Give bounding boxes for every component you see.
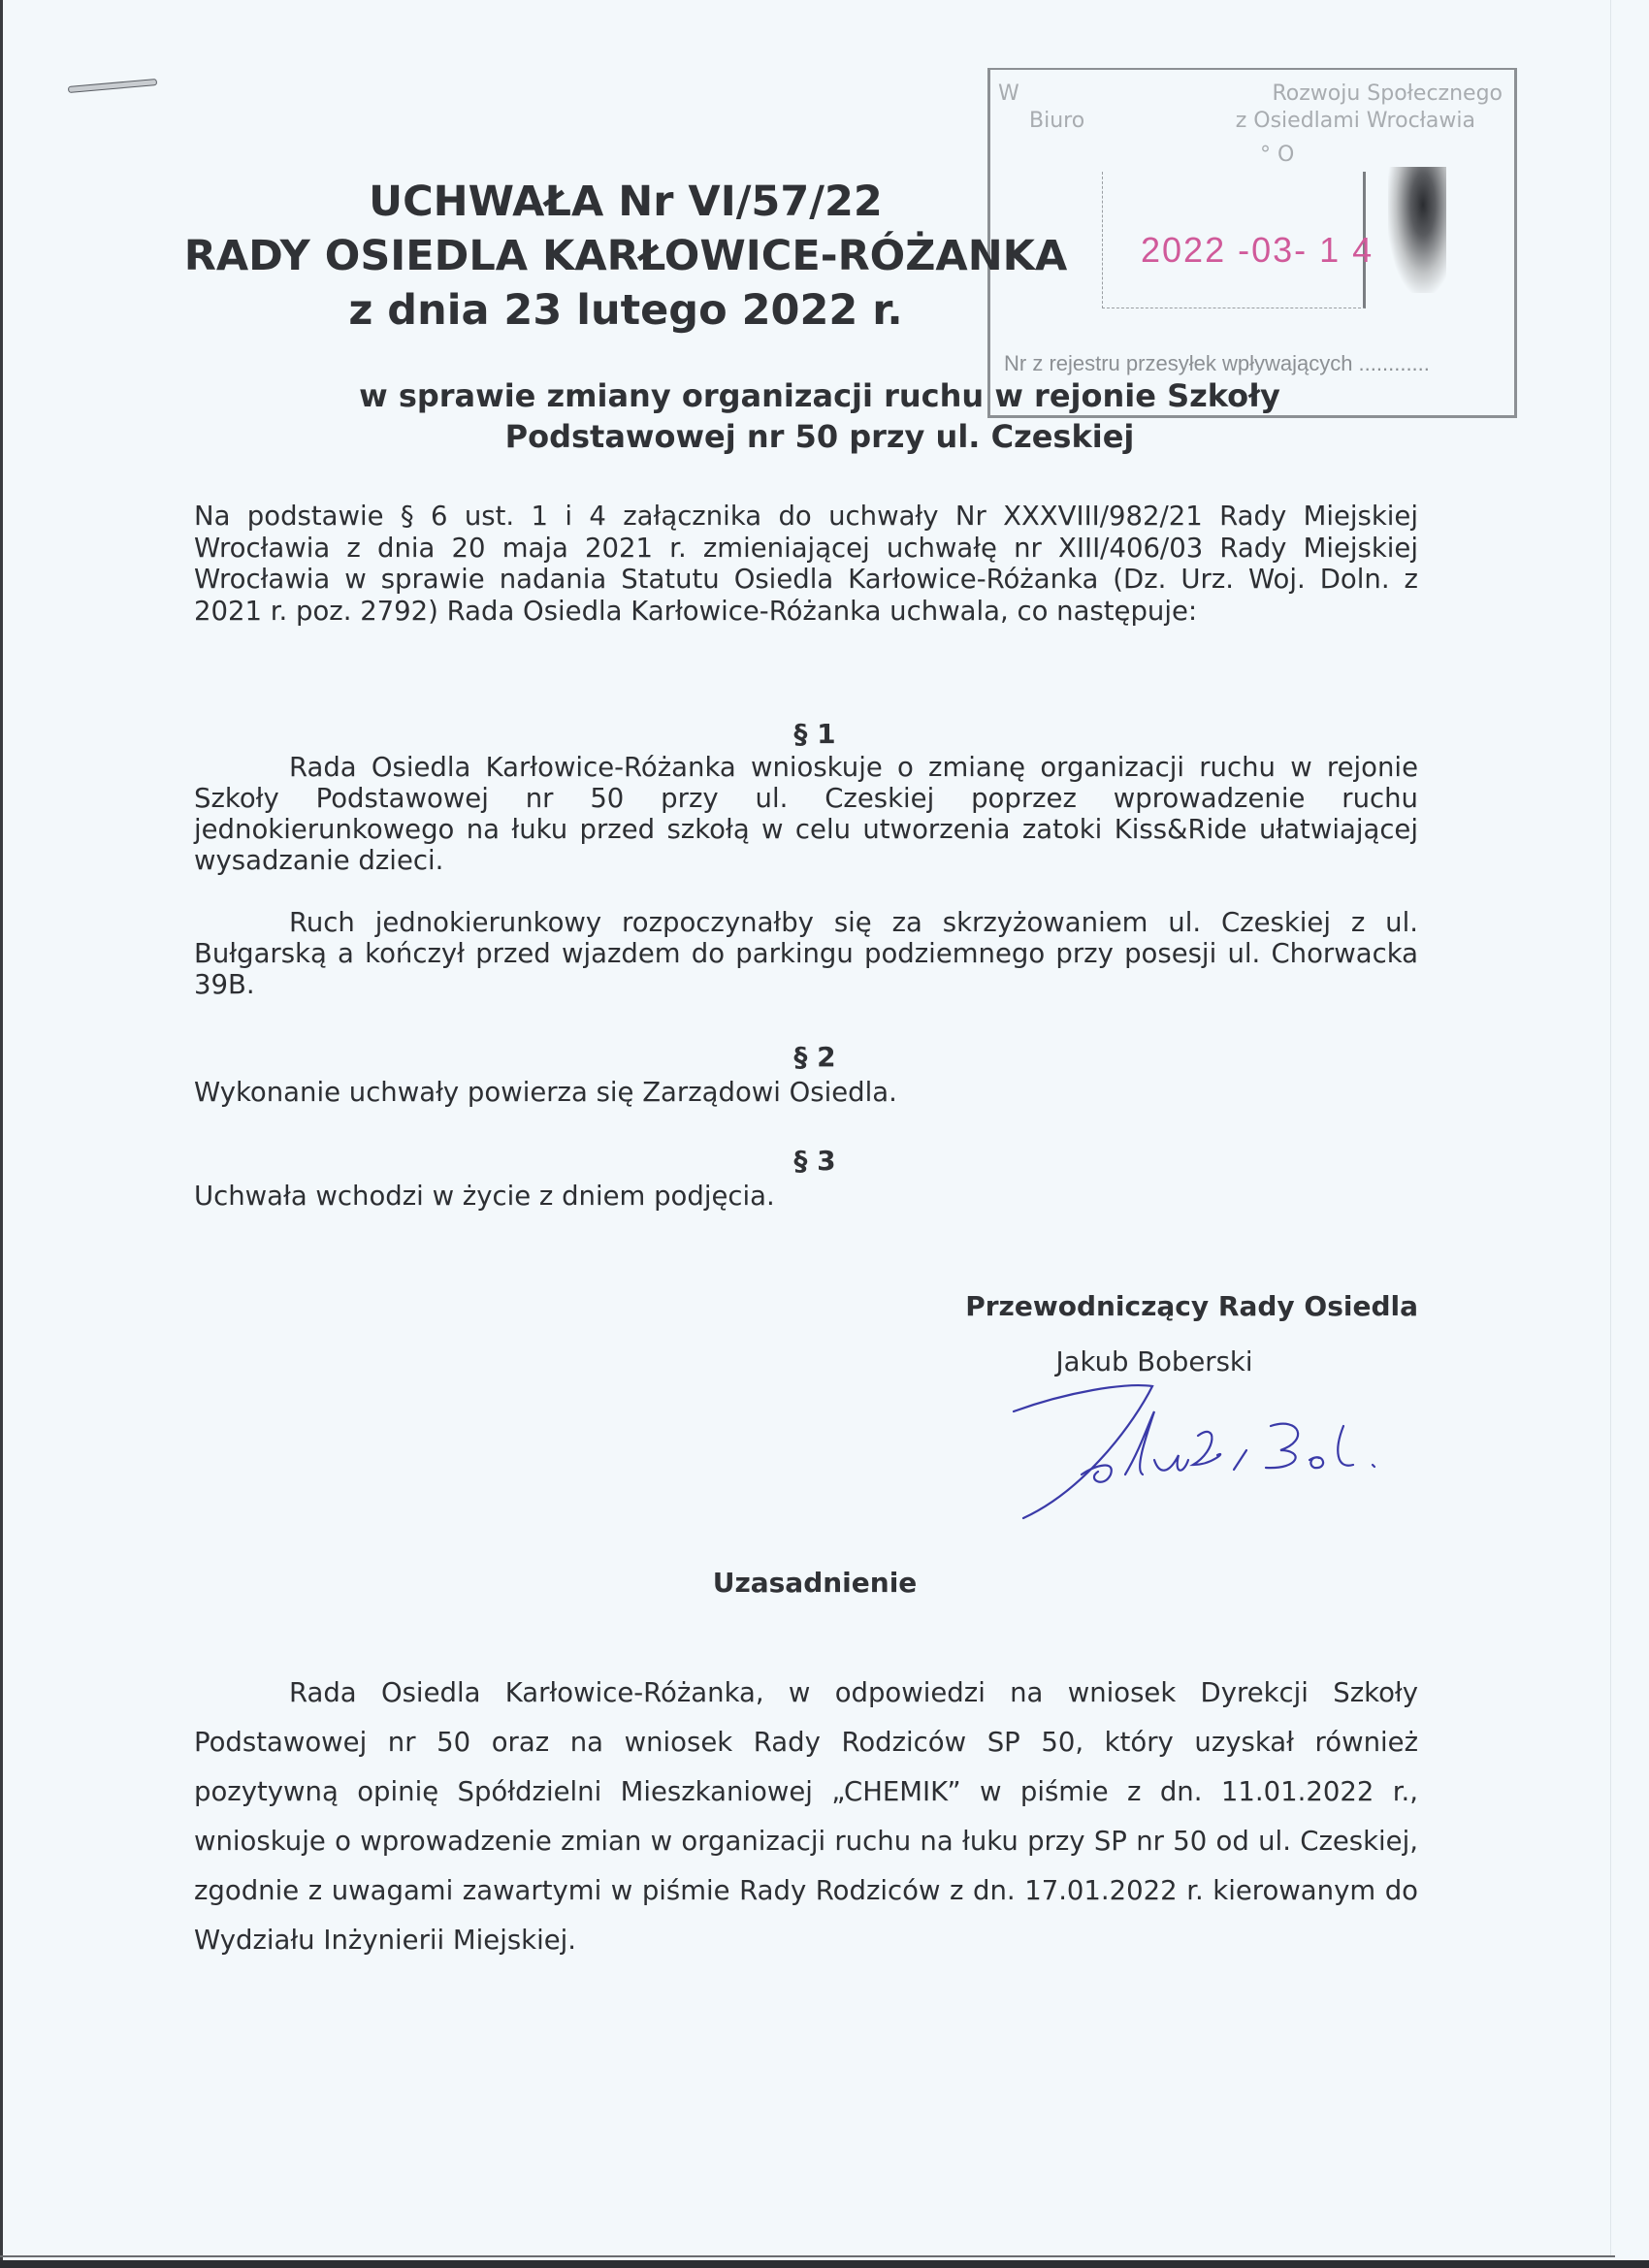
justification-text: Rada Osiedla Karłowice-Różanka, w odpowiedzi na wniosek Dyrekcji Szkoły Podstawowej nr 50 oraz na wniosek Rady Rodziców SP 50, który uzyskał również pozytywną opinię Spółdzielni Mieszkaniowej „CHEMIK” w piśmie z dn. 11.01.2022 r., wnioskuje o wprowadzenie zmian w organizacji ruchu na łuku przy SP nr 50 od ul. Czeskiej, zgodnie z uwagami zawartymi w piśmie Rady Rodziców z dn. 17.01.2022 r. kierowanym do Wydziału Inżynierii Miejskiej. (194, 1677, 1418, 1956)
resolution-subject-line-2: Podstawowej nr 50 przy ul. Czeskiej (504, 418, 1135, 455)
section-1-heading: § 1 (793, 718, 836, 750)
staple-mark (68, 79, 157, 93)
stamp-line-2-left: Biuro (1029, 109, 1085, 133)
scan-edge-right (1610, 0, 1611, 2255)
preamble: Na podstawie § 6 ust. 1 i 4 załącznika do uchwały Nr XXXVIII/982/21 Rady Miejskiej Wrocławia z dnia 20 maja 2021 r. zmieniającej uchwałę nr XIII/406/03 Rady Miejskiej Wrocławia w sprawie nadania Statutu Osiedla Karłowice-Różanka (Dz. Urz. Woj. Doln. z 2021 r. poz. 2792) Rada Osiedla Karłowice-Różanka uchwala, co następuje: (194, 501, 1418, 627)
scan-edge-bottom (0, 2260, 1649, 2268)
signer-name: Jakub Boberski (1055, 1346, 1253, 1377)
section-1-paragraph-1: Rada Osiedla Karłowice-Różanka wnioskuje o zmianę organizacji ruchu w rejonie Szkoły Podstawowej nr 50 przy ul. Czeskiej poprzez wprowadzenie ruchu jednokierunkowego na łuku przed szkołą w celu utworzenia zatoki Kiss&Ride ułatwiającej wysadzanie dzieci. (194, 752, 1418, 876)
resolution-subject-line-1: w sprawie zmiany organizacji ruchu w rejonie Szkoły (359, 377, 1280, 414)
section-2-heading: § 2 (793, 1041, 836, 1073)
stamp-line-1-right: Rozwoju Społecznego (1272, 81, 1503, 106)
stamp-received-date: 2022 -03- 1 4 (1141, 230, 1374, 270)
stamp-line-2-right: z Osiedlami Wrocławia (1235, 109, 1475, 133)
section-3-paragraph: Uchwała wchodzi w życie z dniem podjęcia. (194, 1181, 775, 1212)
resolution-council: RADY OSIEDLA KARŁOWICE-RÓŻANKA (183, 232, 1068, 280)
handwritten-signature (989, 1382, 1397, 1528)
scan-edge-bottom-line (0, 2255, 1615, 2257)
resolution-date: z dnia 23 lutego 2022 r. (348, 286, 903, 335)
signer-title: Przewodniczący Rady Osiedla (965, 1290, 1418, 1322)
scan-edge-left (0, 0, 3, 2268)
section-2-paragraph: Wykonanie uchwały powierza się Zarządowi Osiedla. (194, 1077, 897, 1108)
stamp-line-3: ° O (1260, 143, 1295, 167)
justification-title: Uzasadnienie (712, 1567, 918, 1599)
section-3-heading: § 3 (793, 1145, 836, 1177)
resolution-number: UCHWAŁA Nr VI/57/22 (369, 178, 883, 226)
stamp-registry-label: Nr z rejestru przesyłek wpływających ............ (1004, 351, 1430, 375)
section-1-paragraph-2: Ruch jednokierunkowy rozpoczynałby się za skrzyżowaniem ul. Czeskiej z ul. Bułgarską a kończył przed wjazdem do parkingu podziemnego przy posesji ul. Chorwacka 39B. (194, 907, 1418, 1000)
stamp-line-1-left: W (998, 81, 1019, 106)
